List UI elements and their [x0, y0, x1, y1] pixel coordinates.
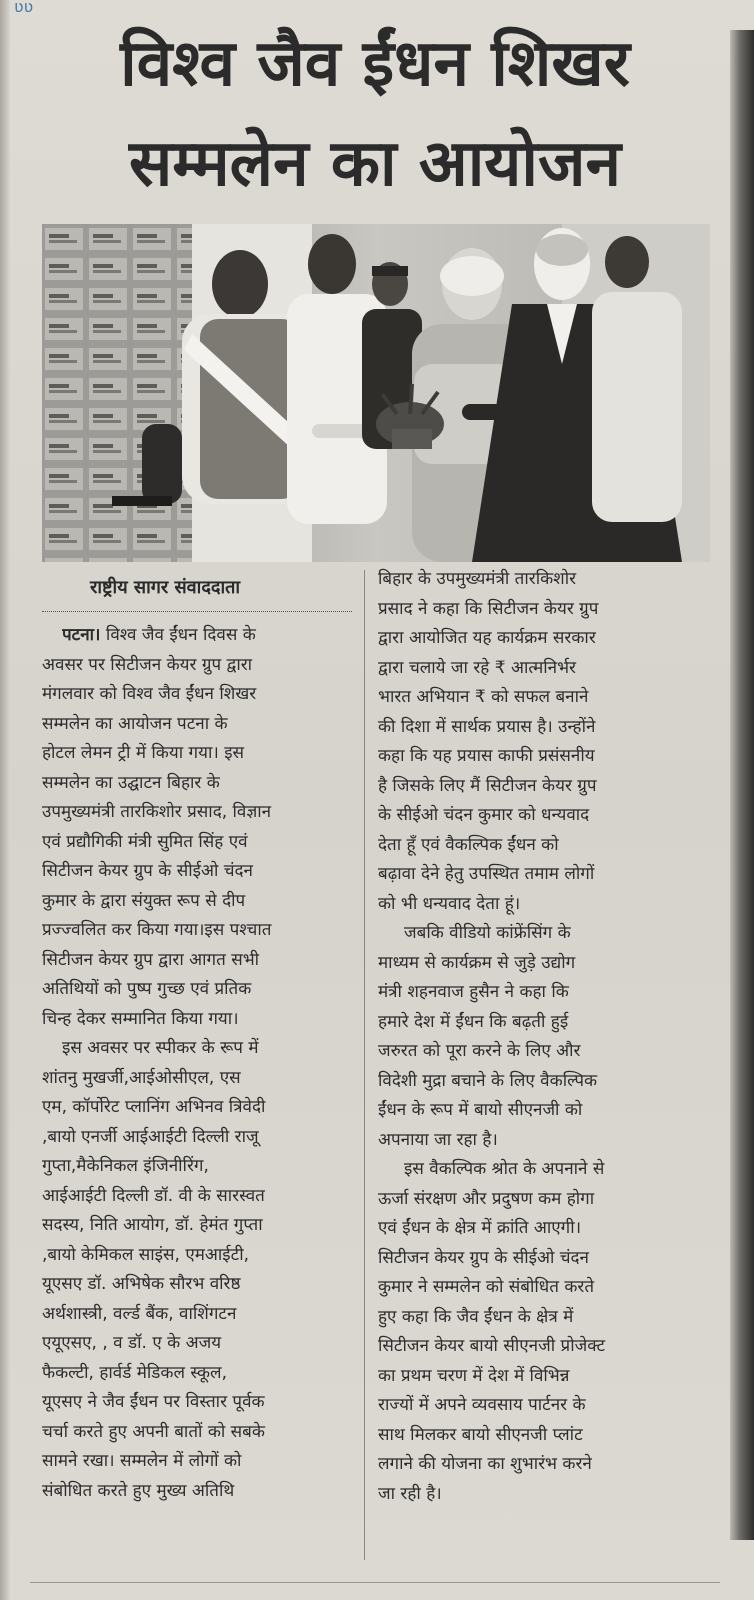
article-line: जा रही है। — [378, 1483, 442, 1504]
article-line: प्रसाद ने कहा कि सिटीजन केयर ग्रुप — [378, 598, 599, 619]
article-line: अवसर पर सिटीजन केयर ग्रुप द्वारा — [42, 654, 253, 675]
article-line: लगाने की योजना का शुभारंभ करने — [378, 1454, 592, 1474]
article-line: है जिसके लिए मैं सिटीजन केयर ग्रुप — [378, 775, 597, 796]
article-line: अपनाया जा रहा है। — [378, 1129, 498, 1150]
article-line: चिन्ह देकर सम्मानित किया गया। — [42, 1008, 239, 1029]
article-line: द्वारा आयोजित यह कार्यक्रम सरकार — [378, 628, 596, 648]
dateline-place: पटना। — [62, 625, 101, 645]
article-line: यूएसए डॉ. अभिषेक सौरभ वरिष्ठ — [42, 1274, 241, 1294]
article-line: ऊर्जा संरक्षण और प्रदुषण कम होगा — [378, 1188, 595, 1209]
article-line: एयूएसए, , व डॉ. ए के अजय — [42, 1333, 222, 1353]
article-line: एवं प्रद्यौगिकी मंत्री सुमित सिंह एवं — [42, 831, 248, 852]
article-line: ईंधन के रूप में बायो सीएनजी को — [378, 1100, 583, 1120]
article-line: सिटीजन केयर बायो सीएनजी प्रोजेक्ट — [378, 1336, 606, 1356]
article-line: को भी धन्यवाद देता हूं। — [378, 893, 521, 914]
article-line: फैकल्टी, हार्वर्ड मेडिकल स्कूल, — [42, 1362, 227, 1383]
paper-right-edge-shadow — [730, 30, 754, 1540]
article-line: अर्थशास्त्री, वर्ल्ड बैंक, वाशिंगटन — [42, 1303, 237, 1324]
headline-line-1: विश्व जैव ईंधन शिखर — [120, 27, 630, 101]
article-line: हुए कहा कि जैव ईंधन के क्षेत्र में — [378, 1306, 574, 1327]
paper-left-edge — [0, 0, 10, 1600]
article-line: भारत अभियान ₹ को सफल बनाने — [378, 687, 589, 707]
article-line: का प्रथम चरण में देश में विभिन्न — [378, 1365, 570, 1386]
article-line: कहा कि यह प्रयास काफी प्रसंसनीय — [378, 746, 595, 766]
article-line — [62, 621, 355, 651]
article-line: गुप्ता,मैकेनिकल इंजिनीरिंग, — [42, 1156, 209, 1176]
article-line: इस वैकल्पिक श्रोत के अपनाने से — [404, 1159, 605, 1179]
article-column-left — [42, 621, 355, 1506]
article-line: यूएसए ने जैव ईंधन पर विस्तार पूर्वक — [42, 1392, 265, 1412]
article-line: जरुरत को पूरा करने के लिए और — [378, 1041, 581, 1061]
article-line: सदस्य, निति आयोग, डॉ. हेमंत गुप्ता — [42, 1215, 263, 1235]
headline-line-2: सम्मलेन का आयोजन — [129, 127, 621, 201]
article-line: विदेशी मुद्रा बचाने के लिए वैकल्पिक — [378, 1070, 598, 1091]
article-line: प्रज्ज्वलित कर किया गया।इस पश्चात — [42, 920, 272, 940]
article-line: शांतनु मुखर्जी,आईओसीएल, एस — [42, 1067, 241, 1088]
article-line-text: विश्व जैव ईंधन दिवस के — [105, 625, 256, 645]
byline-rule — [42, 611, 352, 612]
article-line: द्वारा चलाये जा रहे ₹ आत्मनिर्भर — [378, 657, 577, 678]
article-line: बढ़ावा देने हेतु उपस्थित तमाम लोगों — [378, 864, 595, 884]
article-line: माध्यम से कार्यक्रम से जुड़े उद्योग — [378, 952, 576, 973]
article-line: की दिशा में सार्थक प्रयास है। उन्होंने — [378, 716, 596, 737]
article-line: आईआईटी दिल्ली डॉ. वी के सारस्वत — [42, 1185, 265, 1206]
article-line: होटल लेमन ट्री में किया गया। इस — [42, 743, 245, 763]
article-column-right — [378, 565, 696, 1509]
article-line: सिटीजन केयर ग्रुप के सीईओ चंदन — [378, 1247, 589, 1268]
article-line: एवं ईंधन के क्षेत्र में क्रांति आएगी। — [378, 1218, 582, 1238]
article-line: राज्यों में अपने व्यवसाय पार्टनर के — [378, 1395, 586, 1415]
byline: राष्ट्रीय सागर संवाददाता — [90, 577, 241, 598]
article-line: सम्मलेन का आयोजन पटना के — [42, 713, 228, 734]
photo-of-event-icon — [42, 224, 710, 562]
article-line: सम्मलेन का उद्घाटन बिहार के — [42, 772, 220, 793]
pen-mark: ʋʋ — [14, 0, 34, 16]
event-photo — [42, 224, 710, 562]
article-line: हमारे देश में ईंधन कि बढ़ती हुई — [378, 1011, 569, 1032]
article-line: जबकि वीडियो कांफ्रेंसिंग के — [404, 923, 571, 943]
article-line: सिटीजन केयर ग्रुप द्वारा आगत सभी — [42, 949, 260, 970]
article-line: संबोधित करते हुए मुख्य अतिथि — [42, 1480, 235, 1501]
article-line: अतिथियों को पुष्प गुच्छ एवं प्रतिक — [42, 979, 252, 999]
article-line: ,बायो केमिकल साइंस, एमआईटी, — [42, 1244, 249, 1265]
article-line: उपमुख्यमंत्री तारकिशोर प्रसाद, विज्ञान — [42, 802, 272, 822]
article-line: देता हूँ एवं वैकल्पिक ईंधन को — [378, 834, 559, 855]
article-line: एम, कॉर्पोरेट प्लानिंग अभिनव त्रिवेदी — [42, 1097, 266, 1117]
article-line: कुमार ने सम्मलेन को संबोधित करते — [378, 1277, 595, 1297]
article-line: के सीईओ चंदन कुमार को धन्यवाद — [378, 805, 590, 825]
article-line: इस अवसर पर स्पीकर के रूप में — [62, 1038, 259, 1058]
article-line: ,बायो एनर्जी आईआईटी दिल्ली राजू — [42, 1126, 259, 1147]
article-line: साथ मिलकर बायो सीएनजी प्लांट — [378, 1424, 583, 1445]
article-line: सामने रखा। सम्मलेन में लोगों को — [42, 1451, 242, 1471]
article-line: सिटीजन केयर ग्रुप के सीईओ चंदन — [42, 861, 253, 881]
article-line: मंगलवार को विश्व जैव ईंधन शिखर — [42, 684, 257, 704]
column-divider — [364, 570, 365, 1560]
article-line: बिहार के उपमुख्यमंत्री तारकिशोर — [378, 569, 577, 589]
bottom-rule — [30, 1582, 720, 1589]
article-line: चर्चा करते हुए अपनी बातों को सबके — [42, 1421, 265, 1442]
article-line: कुमार के द्वारा संयुक्त रूप से दीप — [42, 890, 246, 911]
article-line: मंत्री शहनवाज हुसैन ने कहा कि — [378, 982, 569, 1002]
